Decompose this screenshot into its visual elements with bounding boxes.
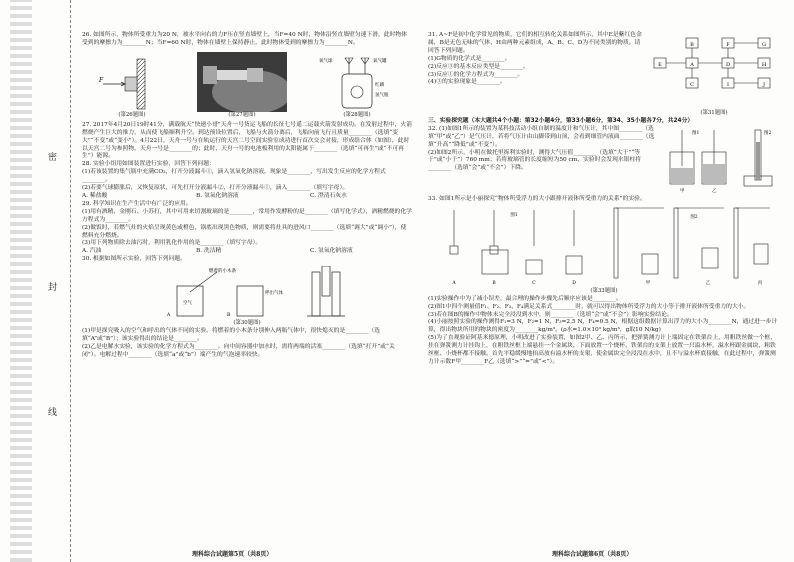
question-31-part4: (4)③的实验现象是________。 [428, 79, 506, 86]
figure-26 [97, 57, 167, 120]
fig32-label-fig1: 图1 [692, 130, 700, 136]
fig28-label-bottle: 氢气瓶 [375, 92, 389, 98]
node-f: F [726, 42, 730, 48]
binding-mark-close: 封 [48, 283, 58, 293]
figure-32 [666, 126, 778, 196]
node-a: A [690, 62, 694, 68]
caption-27: (第27题图) [228, 111, 256, 118]
option-c: C. 氢氧化钠溶液 [310, 248, 353, 255]
fig32-label-jia: 甲 [680, 188, 685, 194]
question-31: 31. A~F是初中化学常见的物质，它们的相互转化关系如图所示，其中E是紫红色金属，B是无色无味的气体，H由两种元素组成，A、B、C、D为不同类别的物质。请回答下列问题。 [428, 32, 642, 54]
node-e: E [658, 62, 662, 68]
fig33-label-d: D [572, 280, 576, 286]
caption-28: (第28题图) [343, 111, 371, 118]
footer-left: 理科综合试题第5页（共8页） [192, 551, 273, 558]
question-33-part4: (4)小丽按照实验的操作测得F₁=3 N，F₂=1 N，F₃=2.5 N，F₄=0.5 N，根据这组数据计算出浮力的大小为________N，通过进一步计算，得出物块所用的物块的密度为________kg/m³。(ρ水=1.0×10³ kg/m³，g取10 N/kg) [428, 319, 778, 334]
question-31-block [428, 32, 780, 118]
question-30-part2: (2)乙是电解水实验，该实验的化学方程式为________。向中间容器中加水时，需将两端的活塞________（选填“打开”或“关闭”）。电解过程中________（选填“a”或“b”）端产生的气泡速率较快。 [82, 343, 395, 358]
fig33-label-fig1: 图1 [510, 212, 518, 218]
question-30-part1: (1)甲是探究吸入的空气和呼出的气体不同的实验。将燃着的小木条分别伸入两瓶气体中，很快熄灭的是________（选填“A”或“B”）；该实验得出的结论是________。 [82, 328, 381, 343]
option-a: A. 稀盐酸 [82, 192, 108, 199]
fig33-label-b: B [492, 280, 496, 286]
question-27: 27. 2017年4月20日19时41分，满载航天“快递小哥”天舟一号货运飞船的长征七号遥二运载火箭发射成功。在发射过程中，火箭燃烧产生巨大的推力，从而使飞船顺利升空。到达预设位置后，飞船与火箭分离后，飞船向前飞行且质量________（选填“变大”“不变”或“变小”）。4月22日，天舟一号与在轨运行的天宫二号空间实验室成功进行首次交会对接，形成组合体（如图），此时以天宫二号为参照物，天舟一号是________的；此时，天舟一号的电池板利用的太阳能属于________（选填“可再生”或“不可再生”）能源。 [82, 121, 413, 160]
question-33-part3: (3)若在图B的操作中物体未完全浸没到水中，则________（选填“会”或“不会”）影响实验结论。 [428, 311, 673, 318]
figure-33 [428, 204, 780, 296]
question-29-part1: (1)用有酒精、金刚石、小苏打，其中可用来切割玻璃的是________，常用作发酵粉的是________（填写化学式），酒精燃烧的化学方程式为________。 [82, 208, 412, 223]
question-32: 32. (1)如图1所示的装置为某科技活动小组自制的温度计和气压计，其中图________（选填“甲”或“乙”）是气压计，若将气压计由山脚带到山顶，会看到细管内液面________（选填“升高”“降低”或“不变”）。 [428, 125, 655, 148]
figure-28 [317, 52, 397, 120]
fig33-label-yi: 乙 [705, 280, 711, 286]
question-33-part2: (2)图1中四个测量值F₁、F₂、F₃、F₄满足关系式________时，就可以得出物体所受浮力的大小等于排开液体所受重力的大小。 [428, 303, 750, 310]
gas-bottle-apparatus [317, 52, 397, 112]
question-29-part2: (2)做饭时，若燃气灶的火焰呈现黄色或橙色，锅底出现黑色物质，则需要将灶具的进风口________（选填“调大”或“调小”），使燃料充分燃烧。 [82, 224, 407, 239]
wall-block-diagram [97, 57, 167, 112]
question-29-part3: (3)用下列物质除去油污时，利用乳化作用的是________（填写字母）。 [82, 240, 262, 247]
figure-27 [197, 52, 287, 120]
node-g: G [762, 42, 766, 48]
binding-margin [0, 0, 71, 562]
fig30-label-air: 空气 [183, 301, 192, 307]
breath-and-electrolysis-apparatus [127, 266, 367, 320]
question-31-part1: (1)G物质的化学式是________。 [428, 55, 511, 62]
node-d: D [725, 62, 731, 68]
option-b: B. 洗洁精 [196, 248, 222, 255]
question-32-text [428, 126, 660, 196]
figure-30 [82, 264, 412, 328]
fig28-label-tank: 氧气罐 [373, 58, 387, 64]
node-j: J [762, 82, 766, 88]
question-26: 26. 如图所示，物体所受重力为20 N，被水平向右的力F压在竖直墙壁上，当F=40 N时，物体沿竖直墙壁匀速下滑，此时物体受到的摩擦力为________N；当F=60 N时，物体在墙壁上保持静止，此时物体受到的摩擦力为________N。 [82, 32, 408, 46]
option-c: C. 澄清石灰水 [310, 192, 347, 199]
question-28-options [82, 193, 412, 201]
fig33-label-jia: 甲 [645, 280, 651, 286]
caption-31: (第31题图) [700, 110, 728, 116]
caption-30: (第30题图) [233, 320, 261, 327]
question-32-part2: (2)如图2所示，小明在做托里拆利实验时，测得大气压值________（选填“大于”“等于”或“小于”）760 mm；若将玻璃管的长度缩短为50 cm，实验时会发现水银柱将________（选填“会”或“不会”）下降。 [428, 149, 642, 172]
question-33-part5: (5)为了直观验证阿基米德原理，小明改进了实验装置，如图2甲、乙、丙所示，把弹簧测力计上端固定在铁架台上，用粗铁丝做一个框，挂在弹簧测力计挂钩上，在粗铁丝框上端悬挂一个金属块，下面放置一个烧杯。铁架台的支架上放置一只溢水杯，溢水杯跟金属块、粗铁丝框、小烧杯都不接触。首先平稳缓慢地抬高放有溢水杯的支架，使金属块完全浸没在水中，且不与溢水杯底接触，在此过程中，弹簧测力计示数F甲________F乙（选填“>”“=”或“<”）。 [428, 335, 777, 365]
question-31-text [428, 32, 646, 118]
question-30: 30. 根据如图所示实验，回答下列问题。 [82, 256, 186, 263]
fig33-label-a: A [452, 280, 456, 286]
fig28-label-phosphorus: 红磷 [375, 82, 384, 88]
right-page [428, 32, 780, 367]
fig30-label-b: B [227, 313, 231, 319]
fig33-label-c: C [532, 280, 536, 286]
figures-26-28 [82, 50, 412, 120]
node-c: C [690, 82, 694, 88]
question-31-part3: (3)反应①的化学方程式为________。 [428, 71, 524, 78]
caption-33: (第33题图) [590, 287, 618, 294]
question-33-part1: (1)实验操作中为了减小误差，最合理的操作步骤先后顺序应该是________。 [428, 295, 622, 302]
caption-26: (第26题图) [118, 111, 146, 118]
node-i: I [727, 82, 729, 88]
footer-right: 理科综合试题第6页（共8页） [552, 551, 633, 558]
binding-stripe [10, 0, 32, 562]
fig30-label-a: A [167, 313, 171, 319]
fig33-label-fig2: 图2 [690, 214, 698, 220]
fig30-label-stick: 燃着的小木条 [209, 269, 236, 275]
question-29: 29. 科学知识在生产生活中有广泛的应用。 [82, 200, 192, 207]
substance-relation-diagram [652, 32, 776, 110]
fig30-label-exhaled: 呼出气体 [265, 291, 283, 297]
svg-text:F: F [99, 76, 104, 84]
spacecraft-photo [197, 52, 287, 112]
binding-mark-line: 线 [48, 408, 58, 418]
section-heading-experiments: 三、实验探究题（本大题共4个小题：第32小题4分，第33小题6分，第34、35小题各7分，共24分） [428, 117, 694, 124]
buoyancy-experiment-diagram [434, 206, 774, 288]
question-32-block [428, 126, 780, 196]
question-31-part2: (2)反应③的基本反应类型是________。 [428, 63, 529, 70]
question-28-part1: (1)若该装置的集气瓶中充满CO₂，打开分液漏斗①，滴入氢氧化钠溶液，现象是________，写出发生反应的化学方程式________。 [82, 169, 386, 184]
question-28-part2: (2)若要气球膨胀后，又恢复原状，可先打开分液漏斗②，打开分液漏斗①，滴入________（填写字母）。 [82, 185, 349, 192]
fig28-label-balloon: 氧气球 [319, 58, 333, 64]
node-b: B [690, 42, 694, 48]
left-page [82, 32, 412, 360]
figure-31 [652, 32, 776, 118]
question-28: 28. 实验小组用如图装置进行实验，回答下列问题： [82, 161, 215, 168]
fig32-label-fig2: 图2 [764, 130, 772, 136]
fig32-label-yi: 乙 [712, 188, 717, 194]
node-h: H [761, 62, 767, 68]
binding-mark-seal: 密 [48, 153, 58, 163]
fig33-label-bing: 丙 [757, 280, 763, 286]
option-a: A. 汽油 [82, 248, 102, 255]
thermometer-barometer-diagram [666, 126, 778, 196]
question-33: 33. 如图1所示是小丽探究“物体所受浮力的大小跟排开液体所受重力的关系”的实验。 [428, 195, 646, 202]
option-b: B. 氢氧化钠溶液 [196, 192, 239, 199]
